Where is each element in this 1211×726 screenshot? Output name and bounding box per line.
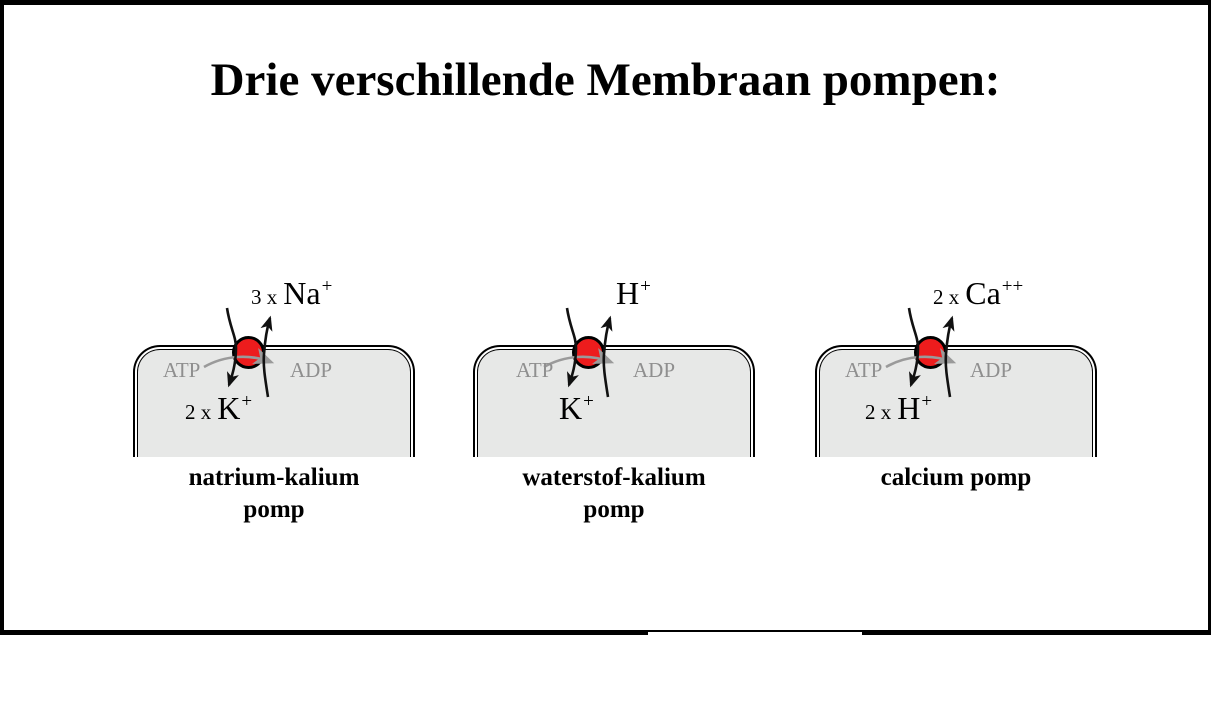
atp-adp-arrow-icon	[886, 357, 953, 367]
efflux-arrow-icon	[946, 318, 952, 397]
pump-name-label: calcium pomp	[880, 464, 1032, 491]
adp-label: ADP	[633, 358, 676, 382]
atp-adp-arrow-icon	[204, 357, 271, 367]
adp-label: ADP	[970, 358, 1013, 382]
ion-out-label: 3 x Na+	[251, 275, 333, 311]
adp-label: ADP	[290, 358, 333, 382]
influx-arrow-icon	[227, 308, 236, 385]
pump-name-label: natrium-kalium pomp	[188, 464, 360, 523]
influx-arrow-icon	[567, 308, 576, 385]
pump-name-label: waterstof-kalium pomp	[522, 464, 706, 523]
slide-border-gap	[648, 632, 862, 640]
ion-in-label: 2 x H+	[865, 390, 933, 426]
pump-panel-calcium	[812, 270, 1152, 536]
efflux-arrow-icon	[604, 318, 610, 397]
ion-out-label: H+	[616, 275, 651, 311]
ion-in-label: K+	[559, 390, 594, 426]
pump-panel-natrium-kalium	[130, 270, 470, 536]
atp-label: ATP	[845, 358, 883, 382]
influx-arrow-icon	[909, 308, 918, 385]
pump-panel-waterstof-kalium	[470, 270, 810, 536]
efflux-arrow-icon	[264, 318, 270, 397]
ion-in-label: 2 x K+	[185, 390, 253, 426]
ion-out-label: 2 x Ca++	[933, 275, 1024, 311]
atp-label: ATP	[516, 358, 554, 382]
page-title: Drie verschillende Membraan pompen:	[210, 54, 1001, 106]
atp-adp-arrow-icon	[544, 357, 611, 367]
atp-label: ATP	[163, 358, 201, 382]
